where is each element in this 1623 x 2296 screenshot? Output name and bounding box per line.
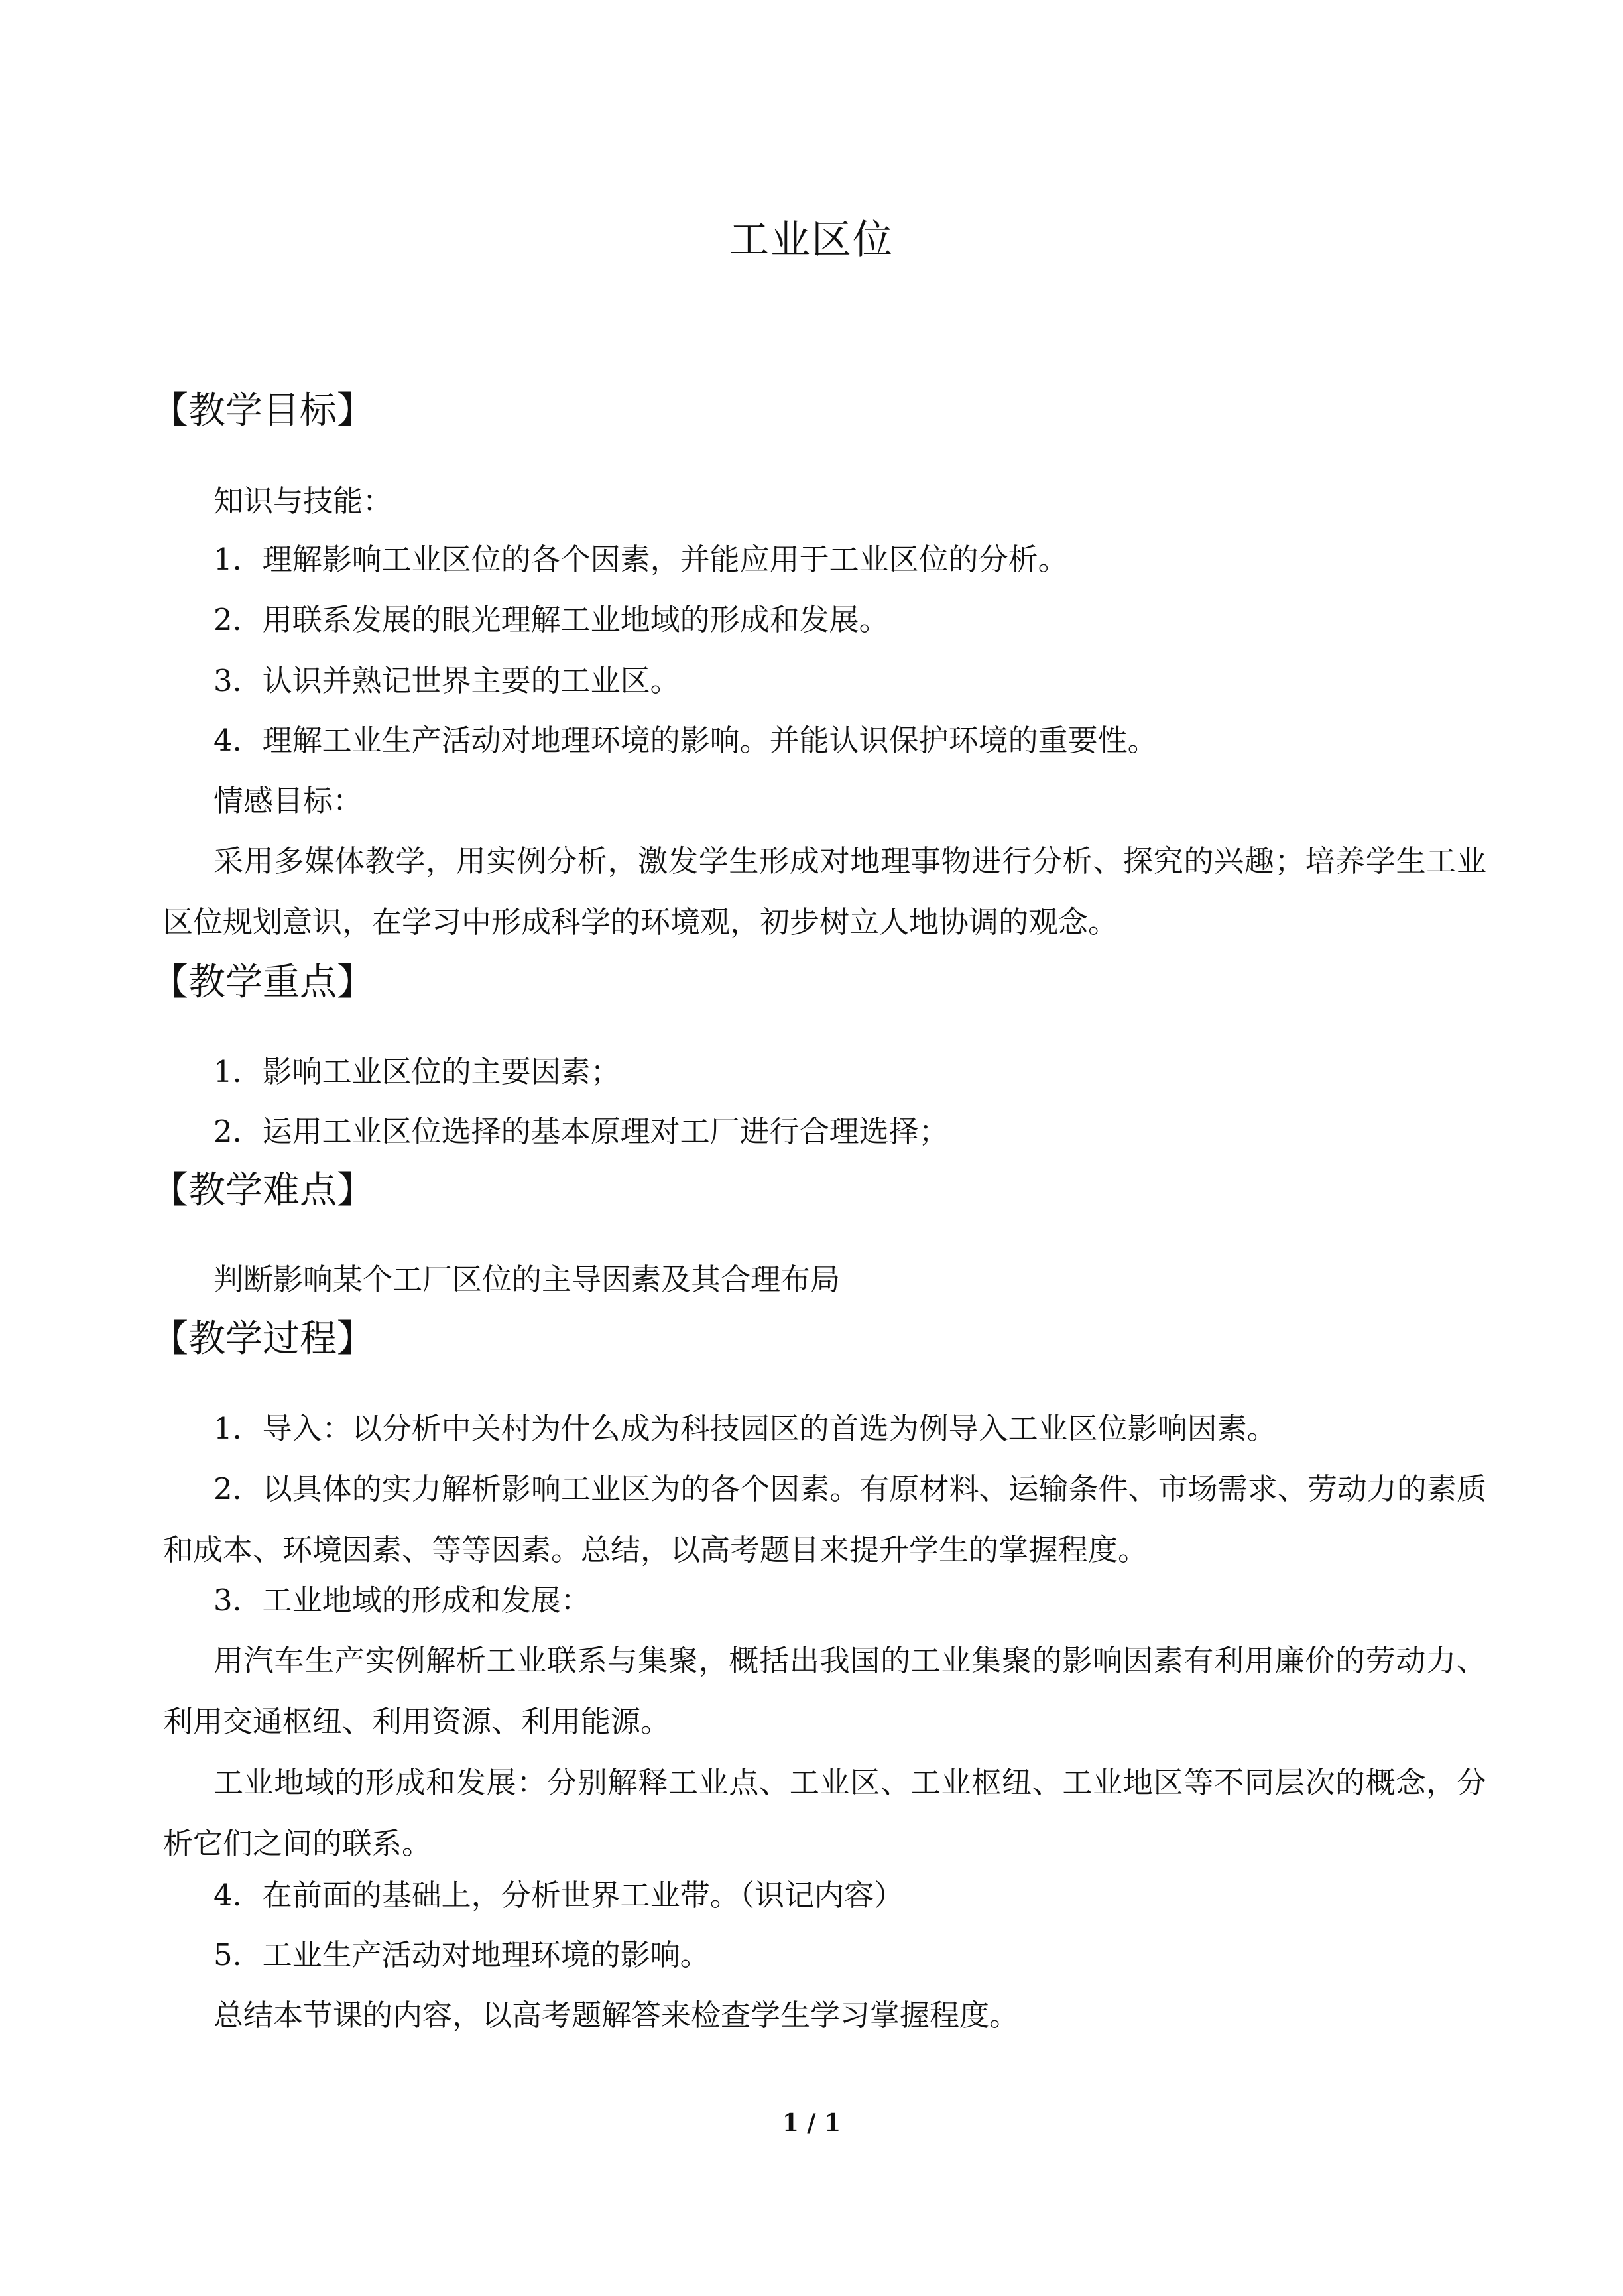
key-point-2: 2．运用工业区位选择的基本原理对工厂进行合理选择； [213, 1114, 949, 1149]
key-points-heading: 【教学重点】 [151, 961, 374, 1004]
process-step-2: 2．以具体的实力解析影响工业区为的各个因素。有原材料、运输条件、市场需求、劳动力的素质和成本、环境因素、等等因素。总结，以高考题目来提升学生的掌握程度。 [163, 1471, 1486, 1567]
difficulties-heading: 【教学难点】 [151, 1169, 374, 1212]
process-step-3: 3．工业地域的形成和发展： [213, 1583, 591, 1618]
page-number: 1 / 1 [782, 2109, 841, 2137]
objectives-heading: 【教学目标】 [151, 389, 374, 432]
process-step-3-text-1: 用汽车生产实例解析工业联系与集聚，概括出我国的工业集聚的影响因素有利用廉价的劳动力、利用交通枢纽、利用资源、利用能源。 [163, 1643, 1486, 1739]
objective-item-2: 2．用联系发展的眼光理解工业地域的形成和发展。 [213, 602, 889, 637]
process-summary: 总结本节课的内容，以高考题解答来检查学生学习掌握程度。 [213, 1998, 1020, 2033]
process-step-1: 1．导入：以分析中关村为什么成为科技园区的首选为例导入工业区位影响因素。 [213, 1411, 1277, 1446]
emotion-label: 情感目标： [213, 783, 363, 818]
emotion-text: 采用多媒体教学，用实例分析，激发学生形成对地理事物进行分析、探究的兴趣；培养学生工业区位规划意识，在学习中形成科学的环境观，初步树立人地协调的观念。 [163, 843, 1486, 939]
process-step-4: 4．在前面的基础上，分析世界工业带。（识记内容） [213, 1878, 904, 1913]
process-step-3-text-2: 工业地域的形成和发展：分别解释工业点、工业区、工业枢纽、工业地区等不同层次的概念，分析它们之间的联系。 [163, 1765, 1486, 1861]
objective-item-3: 3．认识并熟记世界主要的工业区。 [213, 663, 680, 698]
process-heading: 【教学过程】 [151, 1317, 374, 1360]
objective-item-4: 4．理解工业生产活动对地理环境的影响。并能认识保护环境的重要性。 [213, 723, 1158, 758]
difficulty-text: 判断影响某个工厂区位的主导因素及其合理布局 [213, 1262, 841, 1297]
objective-item-1: 1．理解影响工业区位的各个因素，并能应用于工业区位的分析。 [213, 542, 1068, 577]
process-step-5: 5．工业生产活动对地理环境的影响。 [213, 1937, 710, 1972]
key-point-1: 1．影响工业区位的主要因素； [213, 1054, 621, 1089]
page-title: 工业区位 [729, 217, 894, 263]
knowledge-label: 知识与技能： [213, 483, 393, 518]
